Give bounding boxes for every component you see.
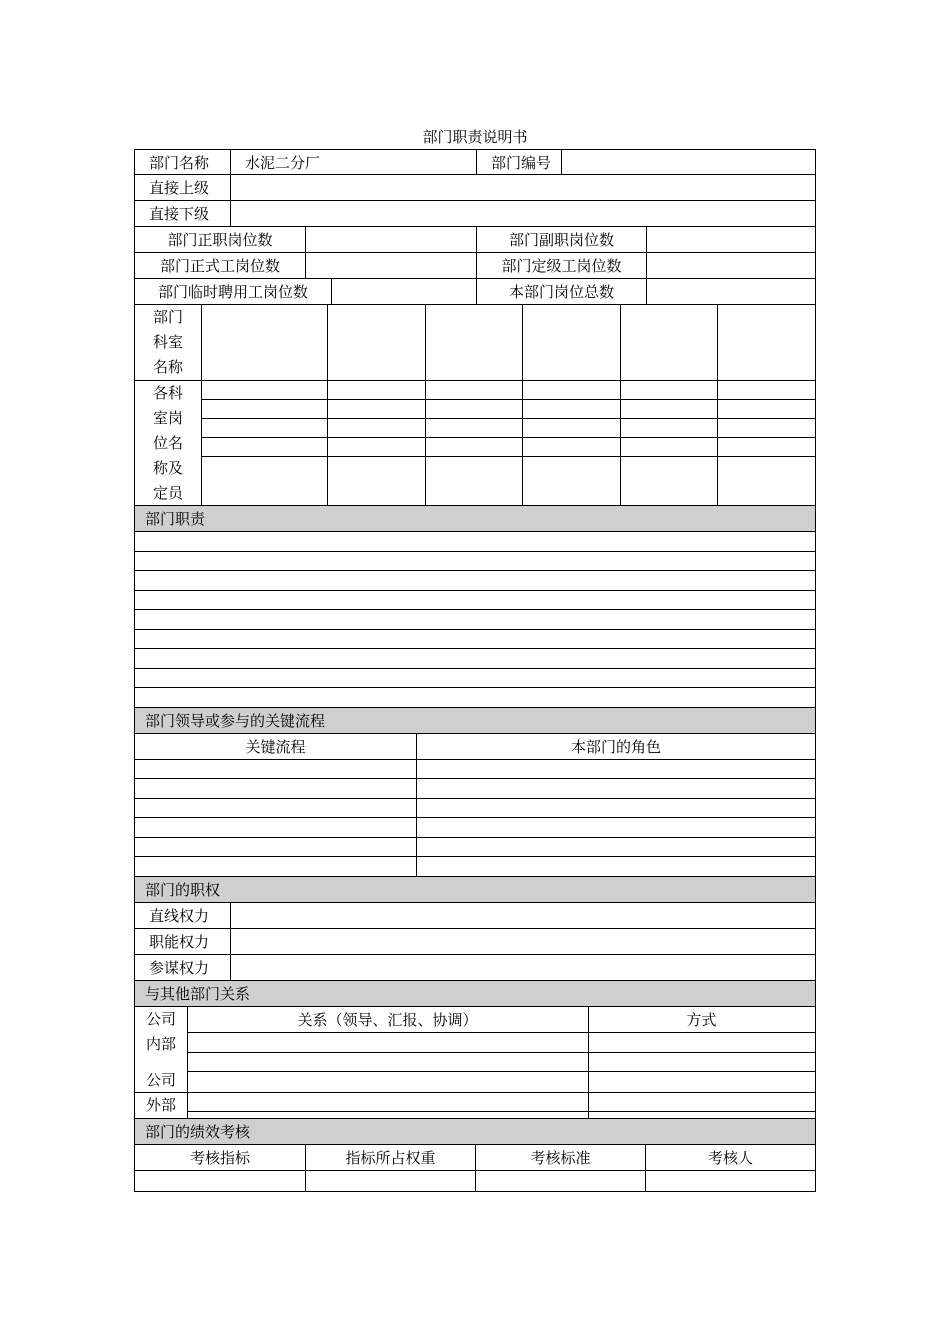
post-label-line: 称及: [152, 458, 183, 477]
column-divider: [620, 305, 621, 380]
duty-line[interactable]: [135, 532, 815, 552]
subordinate-row: [135, 201, 815, 227]
main-post-field[interactable]: [305, 227, 476, 252]
row-divider: [201, 418, 815, 419]
row-divider: [187, 1071, 815, 1072]
duty-line[interactable]: [135, 688, 815, 708]
process-row[interactable]: [135, 818, 815, 838]
deputy-post-label: 部门副职岗位数: [476, 227, 646, 252]
process-row[interactable]: [135, 857, 815, 877]
temp-post-field[interactable]: [331, 279, 476, 304]
fixed-post-field[interactable]: [646, 253, 815, 278]
duty-form: [134, 149, 816, 1192]
main-post-row: [135, 227, 815, 253]
fixed-post-label: 部门定级工岗位数: [476, 253, 646, 278]
superior-field[interactable]: [230, 175, 815, 200]
post-label-line: 室岗: [152, 408, 183, 427]
row-divider: [187, 1032, 815, 1033]
total-post-label: 本部门岗位总数: [476, 279, 646, 304]
post-names-label: [135, 381, 201, 505]
process-header-row: [135, 734, 815, 760]
internal-label-line: 内部: [145, 1034, 176, 1053]
authority-section-header: 部门的职权: [135, 877, 815, 903]
duty-section-header: 部门职责: [135, 506, 815, 532]
subordinate-field[interactable]: [230, 201, 815, 226]
row-divider: [187, 1052, 815, 1053]
functional-power-label: 职能权力: [149, 932, 210, 951]
column-divider: [187, 1007, 188, 1118]
advisory-power-field[interactable]: [230, 955, 815, 980]
formal-post-row: [135, 253, 815, 279]
dept-name-label: 部门名称: [149, 153, 210, 172]
dept-name-row: [135, 149, 815, 175]
column-divider: [425, 305, 426, 380]
dept-no-field[interactable]: [561, 150, 815, 174]
advisory-power-row: [135, 955, 815, 981]
post-label-line: 定员: [152, 483, 183, 502]
functional-power-row: [135, 929, 815, 955]
formal-post-label: 部门正式工岗位数: [159, 257, 280, 275]
performance-header-row: [135, 1145, 815, 1171]
temp-post-row: [135, 279, 815, 305]
temp-post-label: 部门临时聘用工岗位数: [157, 283, 308, 301]
advisory-power-label: 参谋权力: [149, 958, 210, 977]
direct-power-label: 直线权力: [149, 906, 210, 925]
duty-line[interactable]: [135, 591, 815, 611]
row-divider: [135, 1092, 815, 1093]
formal-post-field[interactable]: [305, 253, 476, 278]
office-names-block: [135, 305, 815, 381]
post-label-line: 各科: [152, 383, 183, 402]
duty-line[interactable]: [135, 571, 815, 591]
office-label-line: 科室: [152, 333, 183, 351]
post-label-line: 位名: [152, 433, 183, 452]
relation-column-header: 关系（领导、汇报、协调）: [297, 1010, 478, 1029]
superior-row: [135, 175, 815, 201]
column-divider: [327, 305, 328, 380]
process-row[interactable]: [135, 779, 815, 799]
row-divider: [201, 399, 815, 400]
duty-line[interactable]: [135, 610, 815, 630]
column-divider: [588, 1007, 589, 1118]
row-divider: [187, 1111, 815, 1112]
direct-power-field[interactable]: [230, 903, 815, 928]
process-row[interactable]: [135, 760, 815, 780]
row-divider: [201, 437, 815, 438]
duty-line[interactable]: [135, 649, 815, 669]
column-divider: [717, 305, 718, 380]
external-label-line: 外部: [145, 1095, 176, 1114]
standard-column-header: 考核标准: [475, 1145, 645, 1170]
process-section-header: 部门领导或参与的关键流程: [135, 708, 815, 734]
internal-label-line: 公司: [145, 1009, 176, 1028]
external-label-line: 公司: [145, 1070, 176, 1089]
external-label: [135, 1068, 187, 1118]
relations-block: [135, 1007, 815, 1119]
relations-section-header: 与其他部门关系: [135, 981, 815, 1007]
dept-name-value[interactable]: 水泥二分厂: [230, 150, 476, 174]
performance-row[interactable]: [135, 1171, 815, 1192]
row-divider: [201, 456, 815, 457]
weight-column-header: 指标所占权重: [305, 1145, 475, 1170]
dept-no-label: 部门编号: [476, 150, 561, 174]
functional-power-field[interactable]: [230, 929, 815, 954]
post-names-block: [135, 381, 815, 506]
role-column-header: 本部门的角色: [416, 734, 815, 759]
assessor-column-header: 考核人: [645, 1145, 815, 1170]
duty-line[interactable]: [135, 669, 815, 689]
index-column-header: 考核指标: [189, 1148, 250, 1167]
subordinate-label: 直接下级: [149, 205, 210, 223]
total-post-field[interactable]: [646, 279, 815, 304]
office-label-line: 名称: [152, 358, 183, 376]
column-divider: [201, 305, 202, 380]
performance-section-header: 部门的绩效考核: [135, 1119, 815, 1145]
office-names-label: [135, 305, 201, 380]
process-row[interactable]: [135, 799, 815, 819]
duty-line[interactable]: [135, 552, 815, 572]
duty-line[interactable]: [135, 630, 815, 650]
deputy-post-field[interactable]: [646, 227, 815, 252]
document-title: 部门职责说明书: [422, 128, 528, 146]
main-post-label: 部门正职岗位数: [167, 231, 273, 249]
direct-power-row: [135, 903, 815, 929]
office-label-line: 部门: [152, 308, 183, 326]
mode-column-header: 方式: [686, 1010, 717, 1029]
process-row[interactable]: [135, 838, 815, 858]
column-divider: [522, 305, 523, 380]
process-column-header: 关键流程: [245, 737, 306, 756]
internal-label: [135, 1007, 187, 1057]
superior-label: 直接上级: [149, 179, 210, 197]
